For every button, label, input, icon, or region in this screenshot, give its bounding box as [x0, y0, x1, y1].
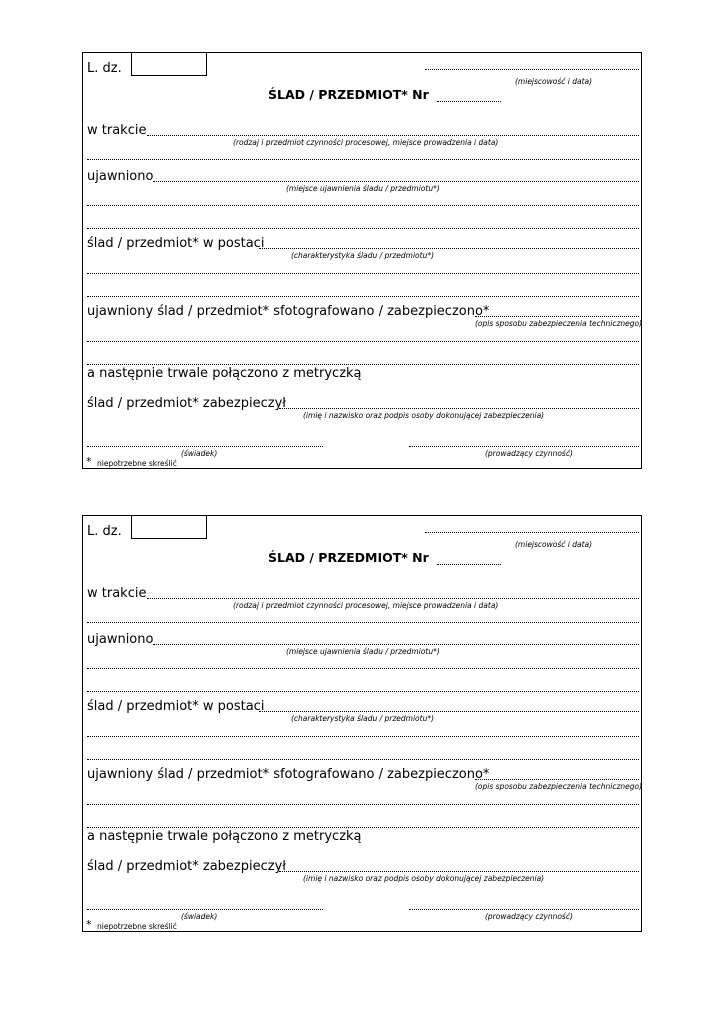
ldz-label: L. dz. [87, 524, 122, 539]
form-field-line-2[interactable] [87, 273, 639, 274]
witness-signature-field[interactable] [87, 446, 323, 447]
form-field-line-3[interactable] [87, 296, 639, 297]
place-date-hint: (miejscowość i data) [515, 540, 593, 549]
connected-label: a następnie trwale połączono z metryczką [87, 829, 362, 844]
revealed-label: ujawniono [87, 632, 154, 647]
witness-label: (świadek) [181, 449, 218, 458]
number-field[interactable] [437, 101, 501, 102]
secured-hint: (imię i nazwisko oraz podpis osoby dokonującej zabezpieczenia) [303, 874, 545, 883]
form-label: ślad / przedmiot* w postaci [87, 699, 265, 714]
revealed-field-line-3[interactable] [87, 228, 639, 229]
conductor-signature-field[interactable] [409, 446, 639, 447]
during-label: w trakcie [87, 123, 147, 138]
form-field-line-3[interactable] [87, 759, 639, 760]
number-field[interactable] [437, 564, 501, 565]
form-label: ślad / przedmiot* w postaci [87, 236, 265, 251]
footnote-star: * [86, 455, 92, 468]
form-field-line-2[interactable] [87, 736, 639, 737]
form-field[interactable] [259, 711, 639, 712]
connected-label: a następnie trwale połączono z metryczką [87, 366, 362, 381]
form-hint: (charakterystyka śladu / przedmiotu*) [291, 714, 435, 723]
during-hint: (rodzaj i przedmiot czynności procesowej, miejsce prowadzenia i data) [233, 601, 499, 610]
ldz-number-field[interactable] [131, 515, 207, 539]
photographed-field-line-3[interactable] [87, 364, 639, 365]
form-title: ŚLAD / PRZEDMIOT* Nr [268, 87, 429, 102]
photographed-field[interactable] [475, 316, 639, 317]
footnote-text: niepotrzebne skreślić [97, 459, 177, 468]
conductor-label: (prowadzący czynność) [485, 912, 573, 921]
secured-hint: (imię i nazwisko oraz podpis osoby dokonującej zabezpieczenia) [303, 411, 545, 420]
revealed-hint: (miejsce ujawnienia śladu / przedmiotu*) [286, 184, 440, 193]
photographed-field[interactable] [475, 779, 639, 780]
ldz-number-field[interactable] [131, 52, 207, 76]
photographed-hint: (opis sposobu zabezpieczenia technicznego) [475, 319, 643, 328]
secured-label: ślad / przedmiot* zabezpieczył [87, 859, 286, 874]
footnote-text: niepotrzebne skreślić [97, 922, 177, 931]
revealed-field-line-2[interactable] [87, 205, 639, 206]
conductor-label: (prowadzący czynność) [485, 449, 573, 458]
witness-signature-field[interactable] [87, 909, 323, 910]
photographed-field-line-2[interactable] [87, 341, 639, 342]
secured-label: ślad / przedmiot* zabezpieczył [87, 396, 286, 411]
during-field-line-2[interactable] [87, 622, 639, 623]
witness-label: (świadek) [181, 912, 218, 921]
secured-field[interactable] [279, 871, 639, 872]
during-field[interactable] [147, 135, 639, 136]
secured-field[interactable] [279, 408, 639, 409]
revealed-hint: (miejsce ujawnienia śladu / przedmiotu*) [286, 647, 440, 656]
photographed-field-line-2[interactable] [87, 804, 639, 805]
form-field[interactable] [259, 248, 639, 249]
place-date-hint: (miejscowość i data) [515, 77, 593, 86]
metric-form-2 [82, 515, 642, 932]
place-date-field[interactable] [425, 532, 639, 533]
ldz-label: L. dz. [87, 61, 122, 76]
place-date-field[interactable] [425, 69, 639, 70]
photographed-label: ujawniony ślad / przedmiot* sfotografowano / zabezpieczono* [87, 304, 490, 319]
during-label: w trakcie [87, 586, 147, 601]
revealed-field[interactable] [153, 181, 639, 182]
form-hint: (charakterystyka śladu / przedmiotu*) [291, 251, 435, 260]
photographed-label: ujawniony ślad / przedmiot* sfotografowano / zabezpieczono* [87, 767, 490, 782]
revealed-field[interactable] [153, 644, 639, 645]
conductor-signature-field[interactable] [409, 909, 639, 910]
during-hint: (rodzaj i przedmiot czynności procesowej, miejsce prowadzenia i data) [233, 138, 499, 147]
photographed-hint: (opis sposobu zabezpieczenia technicznego) [475, 782, 643, 791]
revealed-field-line-2[interactable] [87, 668, 639, 669]
form-title: ŚLAD / PRZEDMIOT* Nr [268, 550, 429, 565]
during-field-line-2[interactable] [87, 159, 639, 160]
photographed-field-line-3[interactable] [87, 827, 639, 828]
metric-form-1 [82, 52, 642, 469]
revealed-label: ujawniono [87, 169, 154, 184]
during-field[interactable] [147, 598, 639, 599]
footnote-star: * [86, 918, 92, 931]
revealed-field-line-3[interactable] [87, 691, 639, 692]
